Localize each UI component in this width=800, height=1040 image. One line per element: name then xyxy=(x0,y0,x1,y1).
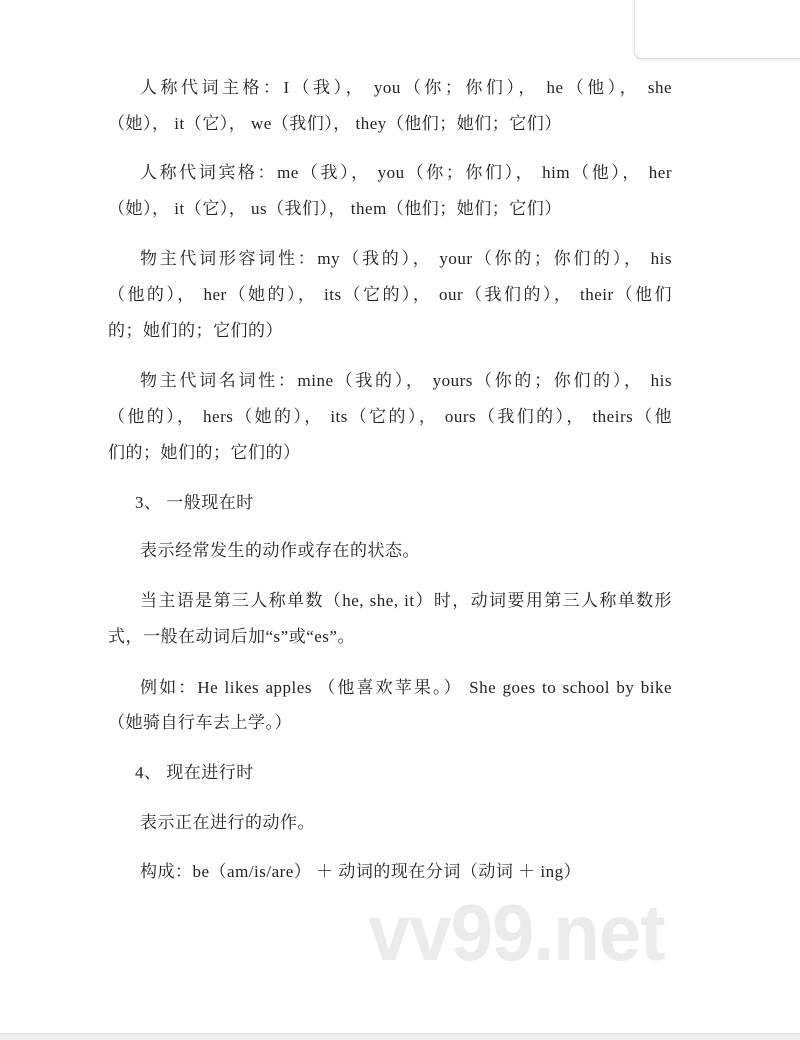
text-line: （她）， it（它）， us（我们）， them（他们；她们；它们） xyxy=(108,199,562,218)
text-line: （她骑自行车去上学。） xyxy=(108,713,292,732)
page-corner-tab xyxy=(634,0,800,59)
text-line: 式，一般在动词后加“s”或“es”。 xyxy=(108,627,355,646)
text-line: 表示经常发生的动作或存在的状态。 xyxy=(140,541,420,560)
text-line: 物主代词名词性：mine（我的）， yours（你的；你们的）， his xyxy=(140,371,672,390)
text-line: （她）， it（它）， we（我们）， they（他们；她们；它们） xyxy=(108,114,562,133)
text-line: 人称代词主格：I（我）， you（你；你们）， he（他）， she xyxy=(140,78,672,97)
text-line: 例如：He likes apples （他喜欢苹果。） She goes to school by bike xyxy=(140,678,672,697)
section-heading: 4、 现在进行时 xyxy=(135,763,254,782)
text-line: 们的；她们的；它们的） xyxy=(108,443,301,462)
text-line: 当主语是第三人称单数（he, she, it）时，动词要用第三人称单数形 xyxy=(140,591,672,610)
text-line: （他的）， hers（她的）， its（它的）， ours（我们的）， theirs（他 xyxy=(108,407,672,426)
section-heading: 3、 一般现在时 xyxy=(135,493,254,512)
text-line: （他的）， her（她的）， its（它的）， our（我们的）， their（他们 xyxy=(108,285,672,304)
text-line: 表示正在进行的动作。 xyxy=(140,813,315,832)
text-line: 人称代词宾格：me（我）， you（你；你们）， him（他）， her xyxy=(140,163,672,182)
watermark: vv99.net xyxy=(368,888,665,977)
text-line: 物主代词形容词性：my（我的）， your（你的；你们的）， his xyxy=(140,249,672,268)
text-line: 的；她们的；它们的） xyxy=(108,321,283,340)
text-line: 构成：be（am/is/are） ＋ 动词的现在分词（动词 ＋ ing） xyxy=(140,862,582,881)
